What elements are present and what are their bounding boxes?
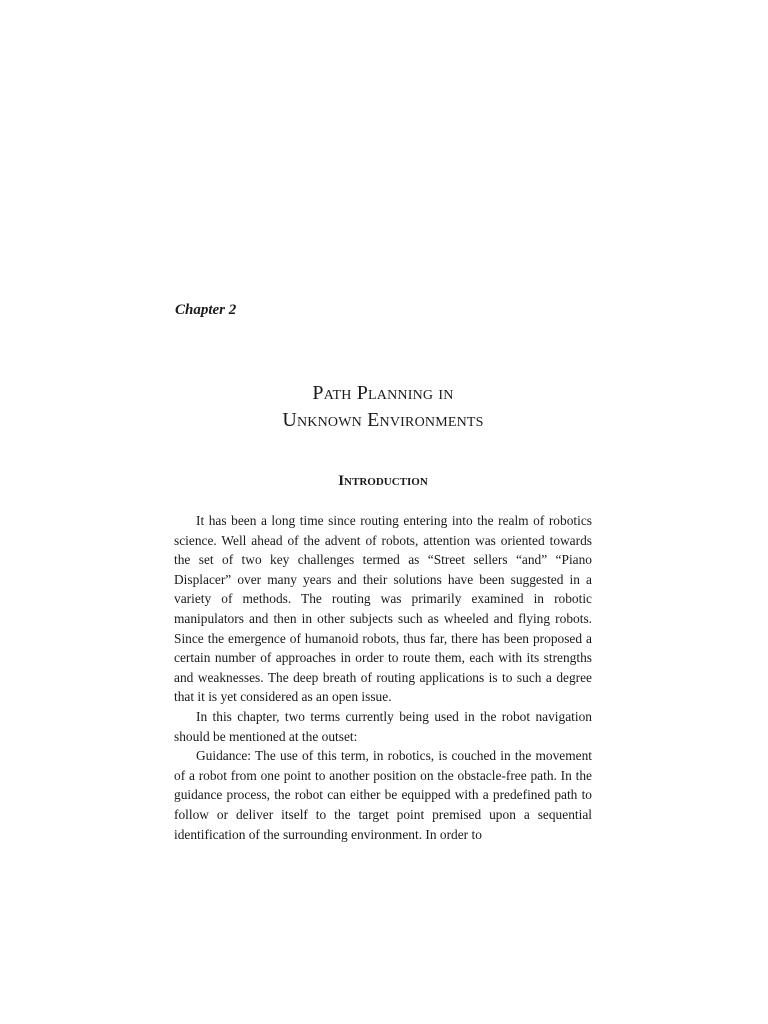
body-text [174, 511, 592, 844]
section-heading: Introduction [338, 473, 428, 489]
paragraph: Guidance: The use of this term, in robotics, is couched in the movement of a robot from one point to another position on the obstacle-free path. In the guidance process, the robot can either be equipped with a predefined path to follow or deliver itself to the target point premised upon a sequential identification of the surrounding environment. In order to [174, 748, 592, 842]
chapter-title-line-1: Path Planning in [312, 382, 454, 404]
chapter-title [174, 380, 592, 434]
paragraph: It has been a long time since routing entering into the realm of robotics science. Well ahead of the advent of robots, attention was oriented towards the set of two key challenges termed as “Street sellers “and” “Piano Displacer” over many years and their solutions have been suggested in a variety of methods. The routing was primarily examined in robotic manipulators and then in other subjects such as wheeled and flying robots. Since the emergence of humanoid robots, thus far, there has been proposed a certain number of approaches in order to route them, each with its strengths and weaknesses. The deep breath of routing applications is to such a degree that it is yet considered as an open issue. [174, 513, 592, 705]
paragraph: In this chapter, two terms currently being used in the robot navigation should be mentioned at the outset: [174, 708, 592, 744]
chapter-label: Chapter 2 [175, 302, 237, 318]
chapter-title-line-2: Unknown Environments [282, 409, 484, 431]
